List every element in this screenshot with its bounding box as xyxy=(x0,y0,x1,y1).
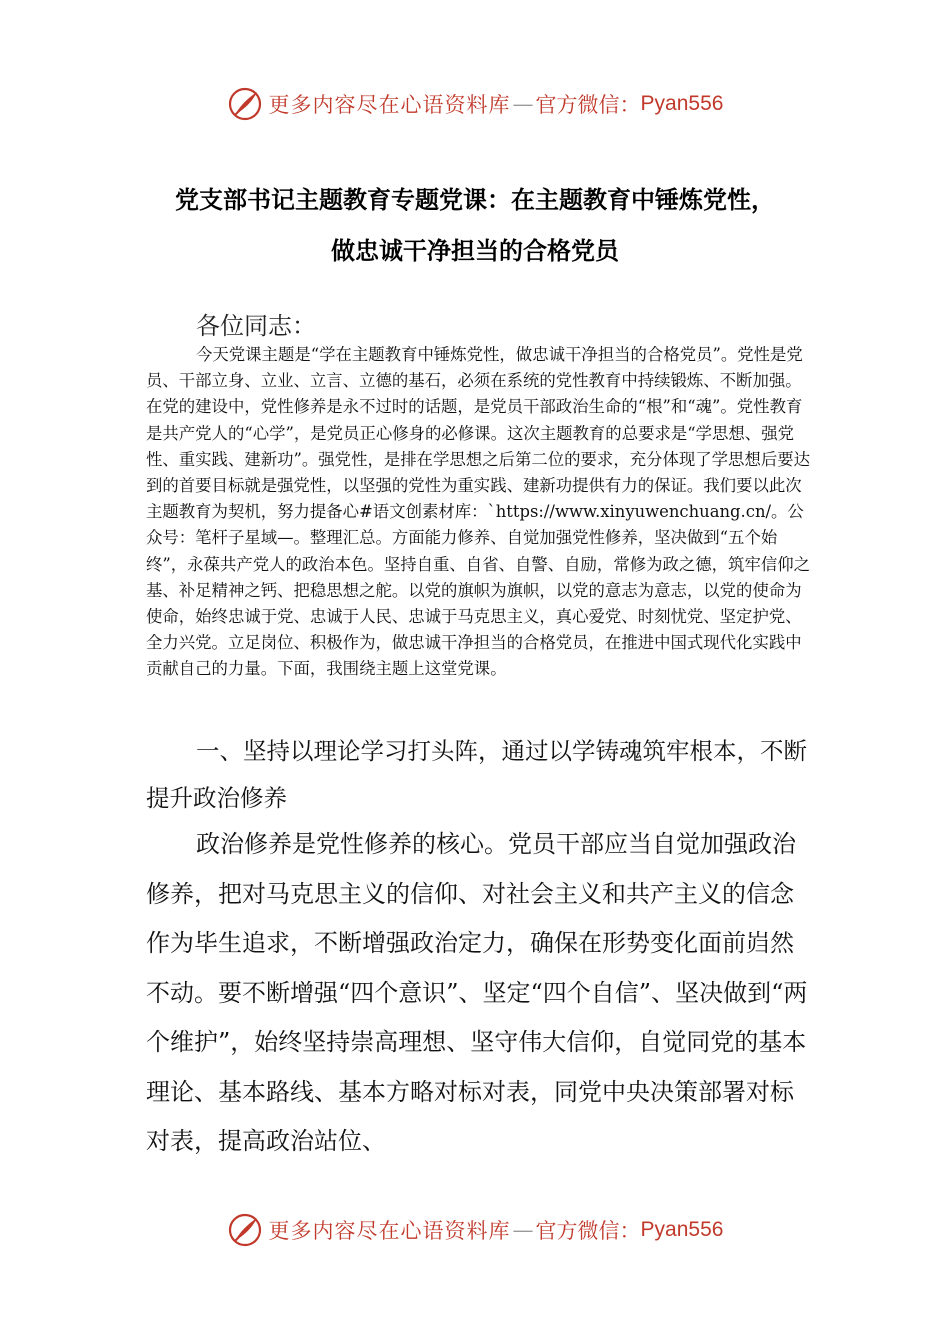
banner-wechat-id: Pyan556 xyxy=(640,92,724,115)
banner-wechat-label: 官方微信： xyxy=(535,1219,641,1243)
banner-separator: — xyxy=(512,92,534,116)
banner-wechat-id: Pyan556 xyxy=(640,1218,724,1241)
section1-heading: 一、坚持以理论学习打头阵，通过以学铸魂筑牢根本，不断提升政治修养 xyxy=(146,737,807,812)
section1-paragraph: 政治修养是党性修养的核心。党员干部应当自觉加强政治修养，把对马克思主义的信仰、对社会主义和共产主义的信念作为毕生追求，不断增强政治定力，确保在形势变化面前岿然不动。要不断增强“四个意识”、坚定“四个自信”、坚决做到“两个维护”，始终坚持崇高理想、坚守伟大信仰，自觉同党的基本理论、基本路线、基本方略对标对表，同党中央决策部署对标对表，提高政治站位、 xyxy=(146,830,808,1155)
intro-paragraph: 今天党课主题是“学在主题教育中锤炼党性，做忠诚干净担当的合格党员”。党性是党员、干部立身、立业、立言、立德的基石，必须在系统的党性教育中持续锻炼、不断加强。在党的建设中，党性修养是永不过时的话题，是党员干部政治生命的“根”和“魂”。党性教育是共产党人的“心学”，是党员正心修身的必修课。这次主题教育的总要求是“学思想、强党性、重实践、建新功”。强党性，是排在学思想之后第二位的要求，充分体现了学思想后要达到的首要目标就是强党性，以坚强的党性为重实践、建新功提供有力的保证。我们要以此次主题教育为契机，努力提备心#语文创素材库：`https://www.xinyuwenchuang.cn/。公众号：笔杆子星域—。整理汇总。方面能力修养、自觉加强党性修养，坚决做到“五个始终”，永葆共产党人的政治本色。坚持自重、自省、自警、自励，常修为政之德，筑牢信仰之基、补足精神之钙、把稳思想之舵。以党的旗帜为旗帜，以党的意志为意志，以党的使命为使命，始终忠诚于党、忠诚于人民、忠诚于马克思主义，真心爱党、时刻忧党、坚定护党、全力兴党。立足岗位、积极作为，做忠诚干净担当的合格党员，在推进中国式现代化实践中贡献自己的力量。下面，我围绕主题上这堂党课。 xyxy=(146,345,811,679)
banner-separator: — xyxy=(512,1218,534,1242)
quill-logo-icon xyxy=(227,86,263,122)
quill-logo-icon xyxy=(227,1212,263,1248)
document-title-line2: 做忠诚干净担当的合格党员 xyxy=(331,237,619,265)
header-watermark-banner xyxy=(0,84,950,124)
footer-watermark-banner xyxy=(0,1210,950,1250)
banner-slogan: 更多内容尽在心语资料库 xyxy=(268,1219,511,1243)
document-title-line1: 党支部书记主题教育专题党课：在主题教育中锤炼党性， xyxy=(175,186,775,214)
banner-wechat-label: 官方微信： xyxy=(535,93,641,117)
banner-slogan: 更多内容尽在心语资料库 xyxy=(268,93,511,117)
greeting: 各位同志： xyxy=(196,312,316,340)
